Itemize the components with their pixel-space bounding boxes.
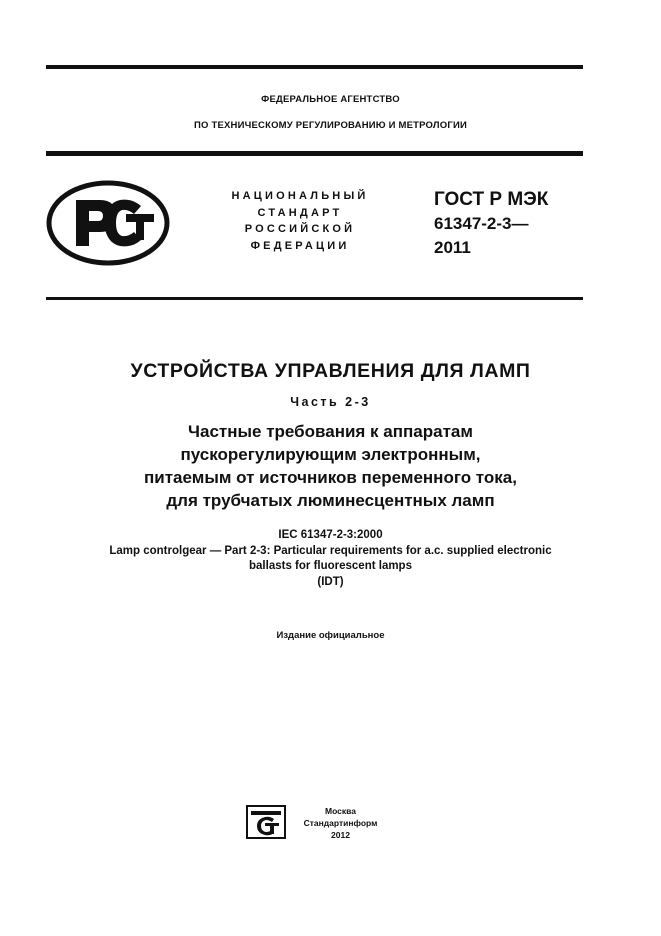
standartinform-logo-icon — [246, 805, 286, 839]
iec-title-line-2: ballasts for fluorescent lamps — [249, 560, 412, 572]
national-line-3: РОССИЙСКОЙ — [244, 223, 356, 235]
designation-line-1: ГОСТ Р МЭК — [434, 189, 549, 210]
standard-block-rule — [46, 297, 583, 300]
iec-degree: (IDT) — [317, 575, 344, 588]
publisher-year: 2012 — [331, 830, 350, 840]
subtitle-line-2: пускорегулирующим электронным, — [180, 445, 481, 464]
document-title: УСТРОЙСТВА УПРАВЛЕНИЯ ДЛЯ ЛАМП — [130, 360, 531, 382]
edition-label: Издание официальное — [276, 630, 385, 641]
publisher-city: Москва — [325, 806, 356, 816]
national-standard-label — [200, 188, 400, 254]
subtitle-line-3: питаемым от источников переменного тока, — [144, 468, 517, 487]
subtitle-line-1: Частные требования к аппаратам — [188, 422, 473, 441]
designation-line-3: 2011 — [434, 238, 471, 257]
agency-line-1: ФЕДЕРАЛЬНОЕ АГЕНТСТВО — [261, 94, 400, 105]
iec-number: IEC 61347-2-3:2000 — [278, 529, 383, 541]
document-part: Часть 2-3 — [290, 395, 371, 409]
iec-title-line-1: Lamp controlgear — Part 2-3: Particular requirements for a.c. supplied electronic — [109, 544, 552, 557]
national-line-2: СТАНДАРТ — [257, 206, 343, 219]
subtitle-line-4: для трубчатых люминесцентных ламп — [166, 491, 495, 510]
header-rule — [46, 151, 583, 156]
top-rule — [46, 65, 583, 69]
national-line-1: НАЦИОНАЛЬНЫЙ — [231, 190, 369, 202]
agency-line-2: ПО ТЕХНИЧЕСКОМУ РЕГУЛИРОВАНИЮ И МЕТРОЛОГИИ — [194, 120, 467, 131]
standard-designation — [434, 188, 548, 260]
publisher-info — [298, 805, 383, 841]
gost-r-certification-logo-icon — [46, 180, 170, 266]
national-line-4: ФЕДЕРАЦИИ — [250, 239, 350, 252]
publisher-name: Стандартинформ — [303, 818, 378, 828]
iec-reference — [0, 528, 661, 590]
document-subtitle — [0, 420, 661, 512]
designation-line-2: 61347-2-3— — [434, 214, 529, 233]
